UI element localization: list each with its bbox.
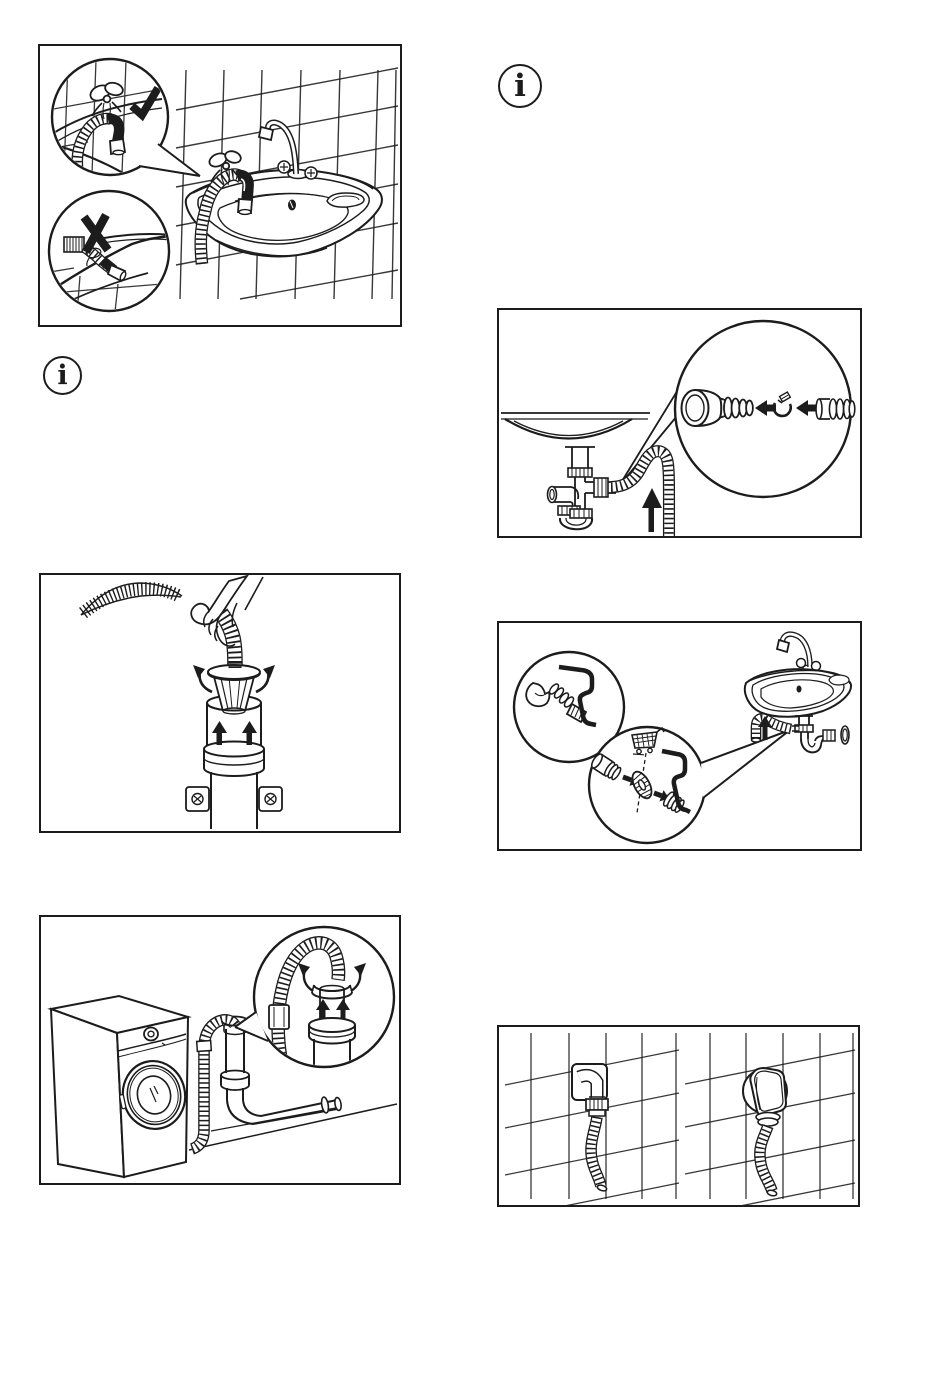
floor-line	[189, 1104, 397, 1150]
info-glyph: i	[514, 67, 526, 104]
washer-illustration	[41, 917, 399, 1183]
sink-tie-illustration	[40, 46, 400, 325]
figure-wall-drain-outlets	[497, 1025, 860, 1207]
wall-sink	[745, 634, 851, 717]
callout-parts-detail	[589, 727, 705, 843]
info-icon	[43, 356, 82, 395]
control-knob	[144, 1028, 158, 1041]
trap-assembly	[548, 447, 617, 529]
hose-end	[816, 399, 855, 419]
figure-sink-siphon-parts	[497, 621, 862, 851]
tiled-wall	[505, 1033, 855, 1205]
mounting-bracket	[186, 787, 282, 811]
figure-standpipe-insertion	[39, 573, 401, 833]
floor-drain-pipe	[221, 1071, 342, 1125]
callout-wrong	[47, 191, 173, 314]
standpipe	[186, 696, 282, 830]
washing-machine	[51, 996, 191, 1177]
sink-trap	[792, 716, 849, 752]
wall-outlets-illustration	[499, 1027, 858, 1205]
figure-siphon-connection	[497, 308, 862, 538]
hose-sweep	[81, 583, 182, 615]
info-icon	[498, 64, 542, 108]
info-glyph: i	[57, 360, 68, 391]
hose-guide-clip	[269, 1005, 289, 1029]
callout-standpipe-detail	[254, 927, 394, 1067]
sink-parts-illustration	[499, 623, 860, 849]
figure-drain-hose-secured-to-sink	[38, 44, 402, 327]
callout-tail	[701, 730, 790, 798]
covered-outlet	[743, 1068, 787, 1197]
callout-connection-detail	[675, 321, 855, 497]
standpipe-illustration	[41, 575, 399, 831]
figure-washer-drain-hose	[39, 915, 401, 1185]
siphon-illustration	[499, 310, 860, 536]
elbow-outlet	[572, 1064, 608, 1192]
machine-drain-hose	[611, 451, 669, 536]
drain-hose	[192, 1020, 235, 1149]
sink-cross-section	[501, 413, 650, 439]
up-arrow-icon	[642, 488, 662, 532]
